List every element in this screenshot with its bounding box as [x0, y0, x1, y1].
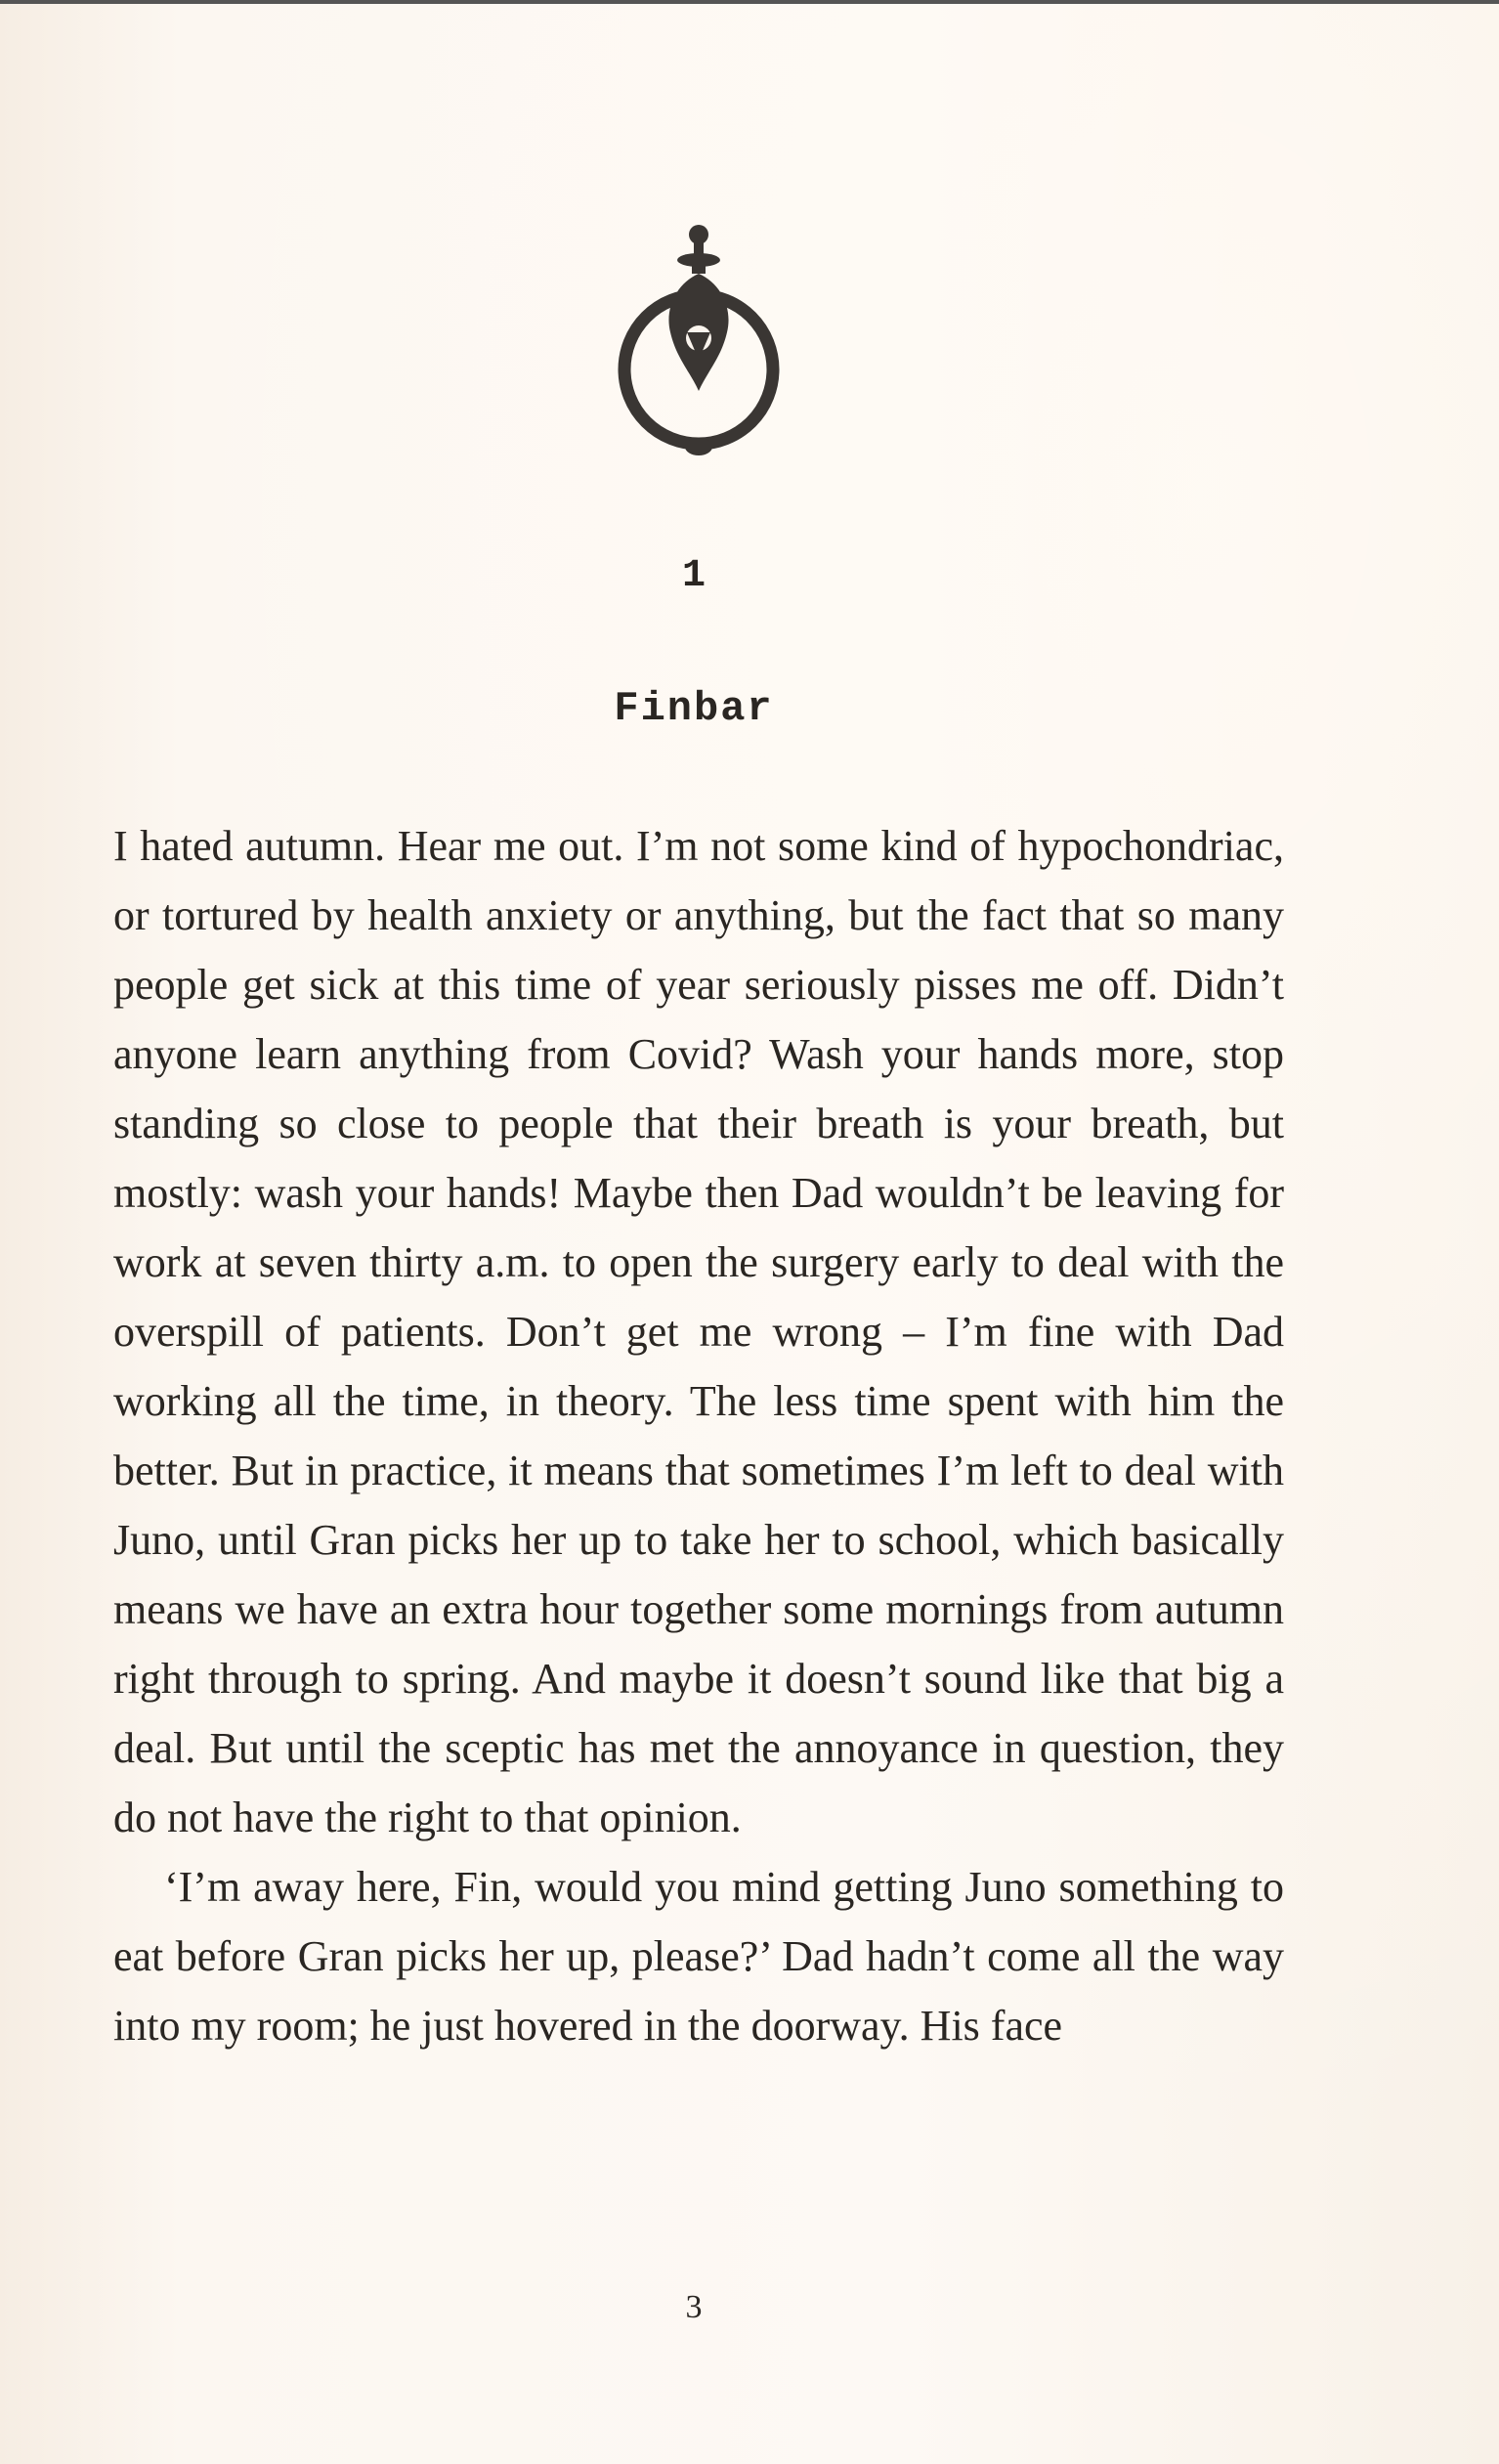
page-top-edge	[0, 0, 1499, 4]
chapter-number: 1	[681, 554, 706, 598]
page-number: 3	[685, 2289, 703, 2325]
paragraph: I hated autumn. Hear me out. I’m not some kind of hypochondriac, or tortured by health anxiety or anything, but the fact that so many people get sick at this time of year seriously pisses me off. Didn’t anyone learn anything from Covid? Wash your hands more, stop standing so close to people that their breath is your breath, but mostly: wash your hands! Maybe then Dad wouldn’t be leaving for work at seven thirty a.m. to open the surgery early to deal with the overspill of patients. Don’t get me wrong – I’m fine with Dad working all the time, in theory. The less time spent with him the better. But in practice, it means that sometimes I’m left to deal with Juno, until Gran picks her up to take her to school, which basically means we have an extra hour together some mornings from autumn right through to spring. And maybe it doesn’t sound like that big a deal. But until the sceptic has met the annoyance in question, they do not have the right to that opinion.	[113, 822, 1284, 1841]
door-knocker-icon	[616, 223, 782, 462]
chapter-body	[113, 811, 1284, 2060]
chapter-title: Finbar	[614, 685, 774, 732]
paragraph: ‘I’m away here, Fin, would you mind getting Juno something to eat before Gran picks her up, please?’ Dad hadn’t come all the way into my room; he just hovered in the doorway. His face	[113, 1863, 1284, 2050]
